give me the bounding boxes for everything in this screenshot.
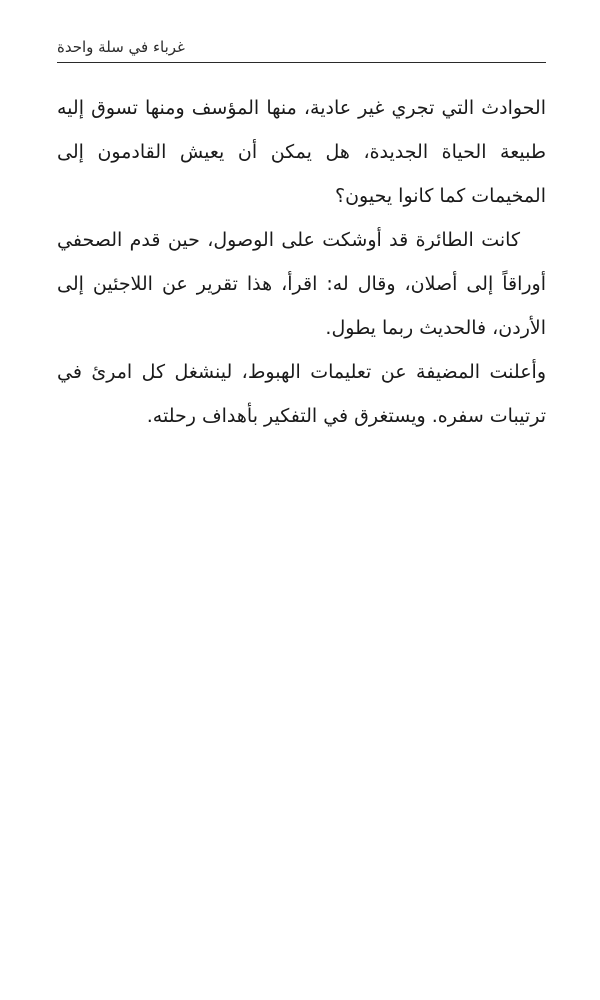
paragraph-3: وأعلنت المضيفة عن تعليمات الهبوط، لينشغل كل امرئ في ترتيبات سفره. ويستغرق في التفكير بأهداف رحلته. bbox=[57, 361, 546, 427]
paragraph-2: كانت الطائرة قد أوشكت على الوصول، حين قدم الصحفي أوراقاً إلى أصلان، وقال له: اقرأ، هذا تقرير عن اللاجئين إلى الأردن، فالحديث ربما يطول. bbox=[57, 229, 546, 339]
paragraph-1: الحوادث التي تجري غير عادية، منها المؤسف ومنها تسوق إليه طبيعة الحياة الجديدة، هل يمكن أن يعيش القادمون إلى المخيمات كما كانوا يحيون؟ bbox=[57, 97, 546, 207]
body-text bbox=[57, 86, 546, 438]
running-title: غرباء في سلة واحدة bbox=[57, 38, 185, 56]
running-header bbox=[57, 36, 546, 63]
